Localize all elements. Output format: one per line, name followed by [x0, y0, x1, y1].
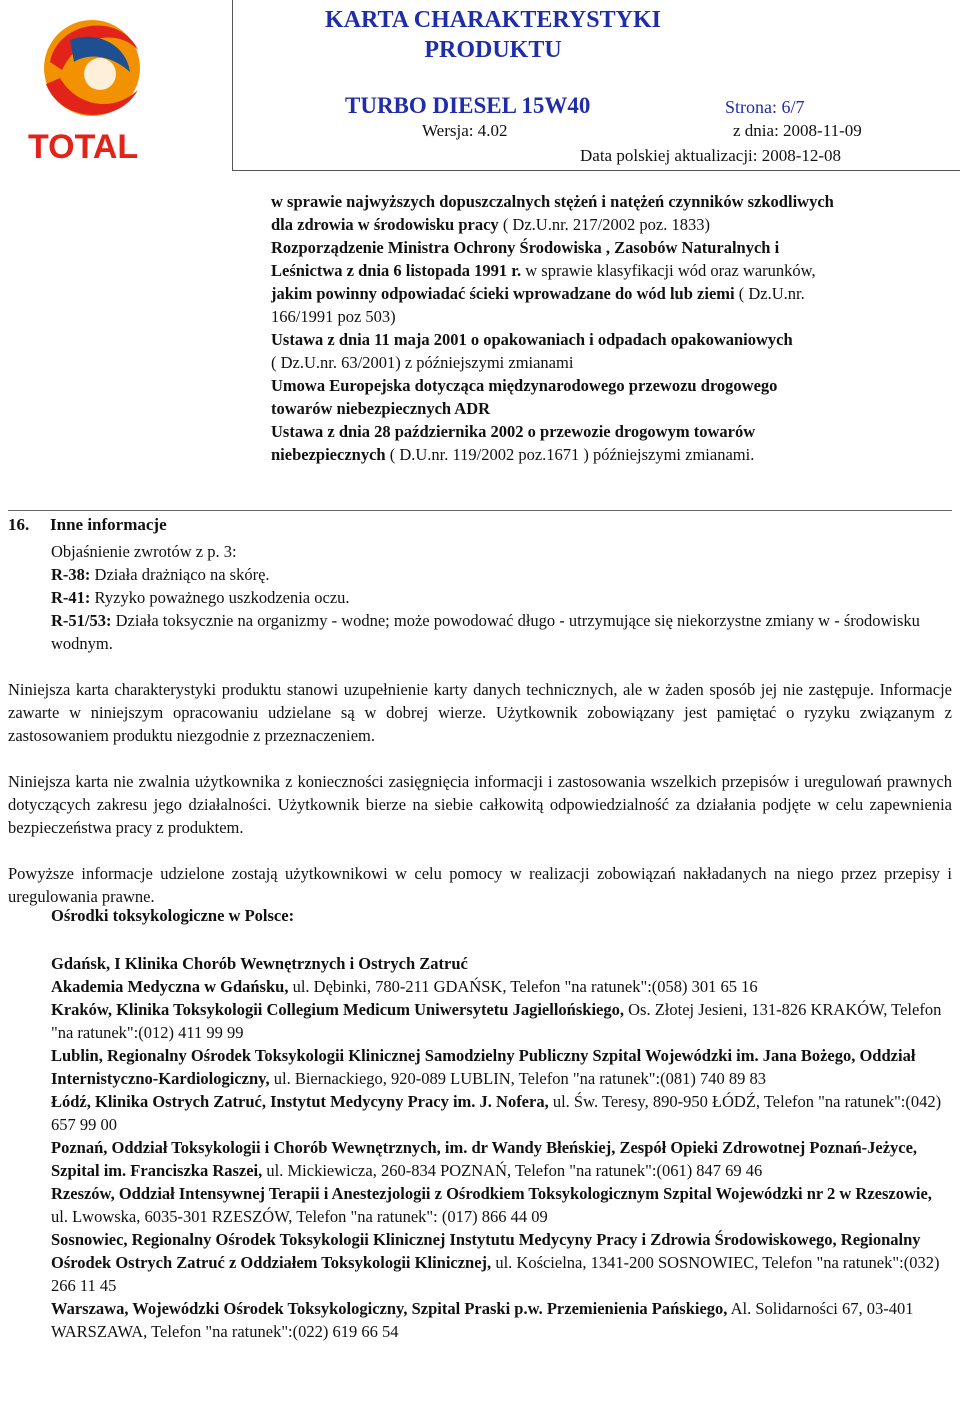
- section-title: Inne informacje: [50, 515, 167, 534]
- document-title: [233, 5, 753, 65]
- legal-line: ( Dz.U.nr. 63/2001) z późniejszymi zmianami: [271, 353, 574, 372]
- centre-rzeszow: Rzeszów, Oddział Intensywnej Terapii i Anestezjologii z Ośrodkiem Toksykologicznym Szpital Wojewódzki nr 2 w Rzeszowie, ul. Lwowska, 6035-301 RZESZÓW, Telefon "na ratunek": (017) 866 44 09: [51, 1184, 932, 1226]
- disclaimer-paragraph-1: Niniejsza karta charakterystyki produktu stanowi uzupełnienie karty danych technicznych, ale w żaden sposób jej nie zastępuje. Informacje zawarte w niniejszym opracowaniu udzielane są w dobrej wierze. Użytkownik zobowiązany jest pamiętać o ryzyku związanym z zastosowaniem produktu niezgodnie z przeznaczeniem.: [8, 680, 952, 745]
- legal-line: jakim powinny odpowiadać ścieki wprowadzane do wód lub ziemi ( Dz.U.nr.: [271, 284, 805, 303]
- toxicology-centres-list: [51, 952, 951, 1343]
- total-logo: [0, 0, 232, 172]
- phrases-intro: Objaśnienie zwrotów z p. 3:: [51, 542, 237, 561]
- legal-line: 166/1991 poz 503): [271, 307, 396, 326]
- logo-center: [84, 58, 116, 90]
- legal-line: Rozporządzenie Ministra Ochrony Środowiska , Zasobów Naturalnych i: [271, 238, 780, 257]
- legal-references: [271, 190, 951, 466]
- centre-sosnowiec: Sosnowiec, Regionalny Ośrodek Toksykologii Klinicznej Instytutu Medycyny Pracy i Zdrowia Środowiskowego, Regionalny Ośrodek Ostrych Zatruć z Oddziałem Toksykologii Klinicznej, ul. Kościelna, 1341-200 SOSNOWIEC, Telefon "na ratunek":(032) 266 11 45: [51, 1230, 940, 1295]
- page-number: Strona: 6/7: [725, 97, 805, 117]
- legal-line: niebezpiecznych ( D.U.nr. 119/2002 poz.1671 ) późniejszymi zmianami.: [271, 445, 755, 464]
- centre-poznan: Poznań, Oddział Toksykologii i Chorób Wewnętrznych, im. dr Wandy Błeńskiej, Zespół Opieki Zdrowotnej Poznań-Jeżyce, Szpital im. Franciszka Raszei, ul. Mickiewicza, 260-834 POZNAŃ, Telefon "na ratunek":(061) 847 69 46: [51, 1138, 918, 1180]
- risk-phrase-r41: R-41: Ryzyko poważnego uszkodzenia oczu.: [51, 588, 350, 607]
- legal-line: Umowa Europejska dotycząca międzynarodowego przewozu drogowego: [271, 376, 778, 395]
- disclaimer-paragraph-2: Niniejsza karta nie zwalnia użytkownika z konieczności zasięgnięcia informacji i zastosowania wszelkich przepisów i uregulowań prawnych dotyczących zakresu jego działalności. Użytkownik bierze na siebie całkowitą odpowiedzialność za działania podjęte w celu zapewnienia bezpieczeństwa pracy z produktem.: [8, 772, 952, 837]
- centre-lublin: Lublin, Regionalny Ośrodek Toksykologii Klinicznej Samodzielny Publiczny Szpital Wojewódzki im. Jana Bożego, Oddział Internistyczno-Kardiologiczny, ul. Biernackiego, 920-089 LUBLIN, Telefon "na ratunek":(081) 740 89 83: [51, 1046, 916, 1088]
- document-title-line1: KARTA CHARAKTERYSTYKI: [325, 7, 661, 33]
- section-divider: [8, 510, 952, 511]
- risk-phrases: [51, 540, 951, 655]
- page-header: [0, 0, 960, 172]
- centre-warszawa: Warszawa, Wojewódzki Ośrodek Toksykologiczny, Szpital Praski p.w. Przemienienia Pańskiego, Al. Solidarności 67, 03-401 WARSZAWA, Telefon "na ratunek":(022) 619 66 54: [51, 1299, 914, 1341]
- version-label: Wersja: 4.02: [422, 121, 508, 140]
- legal-line: dla zdrowia w środowisku pracy ( Dz.U.nr. 217/2002 poz. 1833): [271, 215, 710, 234]
- legal-line: Leśnictwa z dnia 6 listopada 1991 r. w sprawie klasyfikacji wód oraz warunków,: [271, 261, 816, 280]
- total-logo-icon: [0, 0, 232, 172]
- section-number: 16.: [8, 515, 30, 534]
- legal-line: towarów niebezpiecznych ADR: [271, 399, 491, 418]
- centre-krakow: Kraków, Klinika Toksykologii Collegium Medicum Uniwersytetu Jagiellońskiego, Os. Złotej Jesieni, 131-826 KRAKÓW, Telefon "na ratunek":(012) 411 99 99: [51, 1000, 942, 1042]
- risk-phrase-r5153: R-51/53: Działa toksycznie na organizmy - wodne; może powodować długo - utrzymujące się niekorzystne zmiany w - środowisku wodnym.: [51, 611, 920, 653]
- logo-wordmark: TOTAL: [28, 128, 139, 166]
- legal-line: Ustawa z dnia 11 maja 2001 o opakowaniach i odpadach opakowaniowych: [271, 330, 793, 349]
- update-date: Data polskiej aktualizacji: 2008-12-08: [580, 146, 842, 165]
- disclaimer-paragraph-3: Powyższe informacje udzielone zostają użytkownikowi w celu pomocy w realizacji zobowiązań nakładanych na niego przez przepisy i uregulowania prawne.: [8, 864, 952, 906]
- section-16-heading: [8, 513, 167, 537]
- legal-line: Ustawa z dnia 28 października 2002 o przewozie drogowym towarów: [271, 422, 756, 441]
- risk-phrase-r38: R-38: Działa drażniąco na skórę.: [51, 565, 270, 584]
- centre-gdansk: Akademia Medyczna w Gdańsku, ul. Dębinki, 780-211 GDAŃSK, Telefon "na ratunek":(058) 301 65 16: [51, 977, 758, 996]
- issue-date: z dnia: 2008-11-09: [733, 121, 862, 140]
- centre-gdansk-title: Gdańsk, I Klinika Chorób Wewnętrznych i Ostrych Zatruć: [51, 954, 468, 973]
- legal-line: w sprawie najwyższych dopuszczalnych stężeń i natężeń czynników szkodliwych: [271, 192, 834, 211]
- header-horizontal-rule: [232, 170, 960, 171]
- toxicology-centres-title: Ośrodki toksykologiczne w Polsce:: [51, 906, 295, 925]
- document-title-line2: PRODUKTU: [424, 37, 562, 63]
- centre-lodz: Łódź, Klinika Ostrych Zatruć, Instytut Medycyny Pracy im. J. Nofera, ul. Św. Teresy, 890-950 ŁÓDŹ, Telefon "na ratunek":(042) 657 99 00: [51, 1092, 942, 1134]
- product-name: TURBO DIESEL 15W40: [345, 93, 591, 118]
